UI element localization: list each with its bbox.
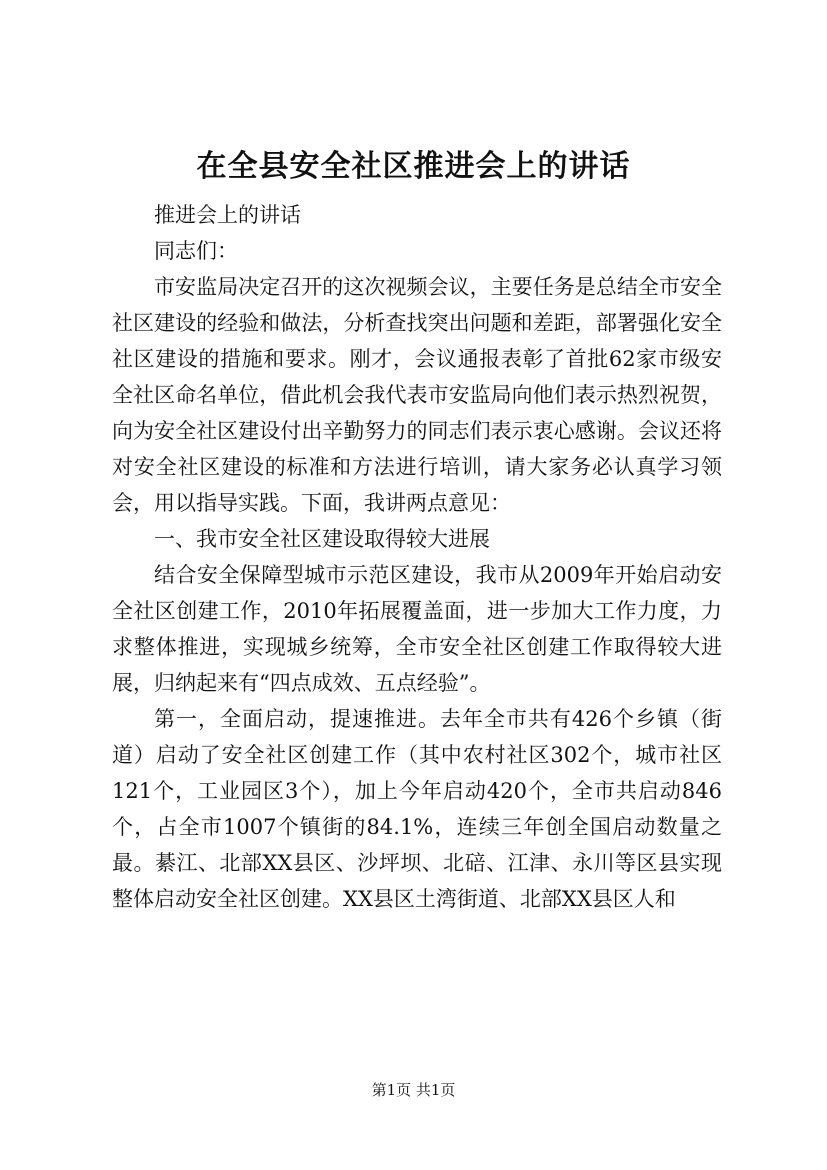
document-body <box>112 197 722 917</box>
page-footer: 第1页 共1页 <box>371 1081 456 1099</box>
paragraph-salutation: 同志们： <box>154 239 238 263</box>
document-title: 在全县安全社区推进会上的讲话 <box>196 149 631 184</box>
paragraph-intro: 市安监局决定召开的这次视频会议，主要任务是总结全市安全社区建设的经验和做法，分析查找突出问题和差距，部署强化安全社区建设的措施和要求。刚才，会议通报表彰了首批62家市级安全社区命名单位，借此机会我代表市安监局向他们表示热烈祝贺，向为安全社区建设付出辛勤努力的同志们表示衷心感谢。会议还将对安全社区建设的标准和方法进行培训，请大家务必认真学习领会，用以指导实践。下面，我讲两点意见： <box>112 275 722 515</box>
paragraph-first-point: 第一，全面启动，提速推进。去年全市共有426个乡镇（街道）启动了安全社区创建工作（其中农村社区302个，城市社区121个，工业园区3个），加上今年启动420个，全市共启动846个，占全市1007个镇街的84.1%，连续三年创全国启动数量之最。綦江、北部XX县区、沙坪坝、北碚、江津、永川等区县实现整体启动安全社区创建。XX县区土湾街道、北部XX县区人和 <box>112 707 722 911</box>
paragraph-subtitle: 推进会上的讲话 <box>154 203 301 227</box>
paragraph-progress: 结合安全保障型城市示范区建设，我市从2009年开始启动安全社区创建工作，2010年拓展覆盖面，进一步加大工作力度，力求整体推进，实现城乡统筹，全市安全社区创建工作取得较大进展，归纳起来有“四点成效、五点经验”。 <box>112 563 722 695</box>
section-heading: 一、我市安全社区建设取得较大进展 <box>154 527 490 551</box>
